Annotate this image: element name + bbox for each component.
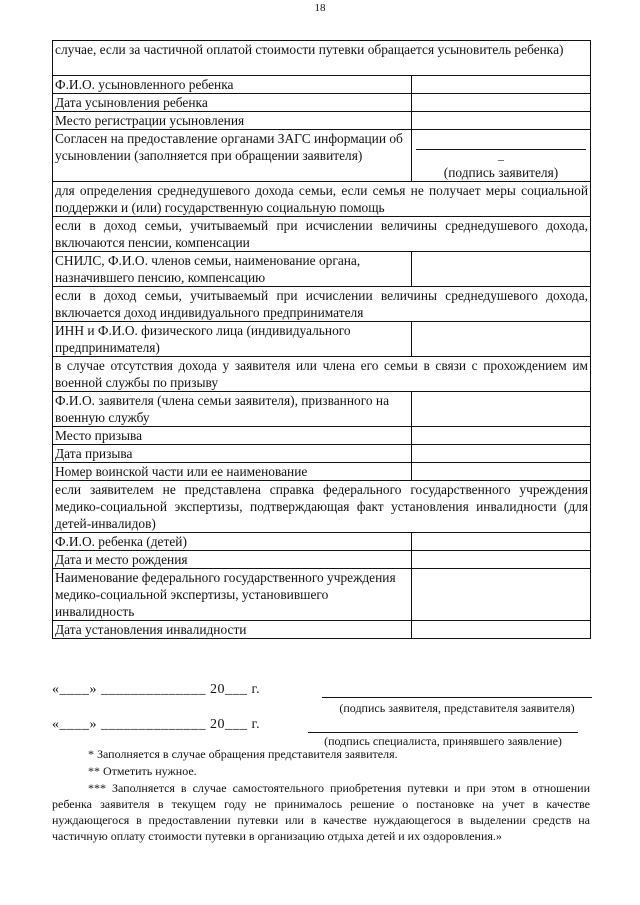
table-row <box>53 621 591 639</box>
signature-caption: (подпись заявителя) <box>443 165 559 180</box>
footnote-representative: * Заполняется в случае обращения представителя заявителя. <box>88 747 398 761</box>
field-label: Дата и место рождения <box>53 551 412 569</box>
table-row <box>53 112 591 130</box>
field-label: ИНН и Ф.И.О. физического лица (индивидуального предпринимателя) <box>53 322 412 357</box>
footnote-mark-needed: ** Отметить нужное. <box>88 764 197 778</box>
form-table <box>52 40 591 639</box>
specialist-signature-line[interactable] <box>308 732 578 733</box>
table-row <box>53 322 591 357</box>
table-row <box>53 392 591 427</box>
footnote-self-purchase: *** Заполняется в случае самостоятельного приобретения путевки и при этом в отношении ребенка заявителя в текущем году не принималось решение о постановке на учет в качестве нуждающегося в предоставлении путевки или в качестве нуждающегося в выделении средств на частичную оплату стоимости путевки в организацию отдыха детей и их оздоровления.» <box>52 781 590 843</box>
table-row <box>53 357 591 392</box>
table-row <box>53 533 591 551</box>
table-row <box>53 76 591 94</box>
field-label: Дата усыновления ребенка <box>53 94 412 112</box>
table-row <box>53 41 591 76</box>
page-number: 18 <box>314 2 326 14</box>
section-text: если в доход семьи, учитываемый при исчислении величины среднедушевого дохода, включаются пенсии, компенсации <box>53 217 591 252</box>
field-value-cell[interactable] <box>412 551 591 569</box>
field-label: Дата установления инвалидности <box>53 621 412 639</box>
field-label: Дата призыва <box>53 445 412 463</box>
field-label: СНИЛС, Ф.И.О. членов семьи, наименование органа, назначившего пенсию, компенсацию <box>53 252 412 287</box>
field-value-cell[interactable] <box>412 569 591 621</box>
signature-dash: – <box>498 152 504 166</box>
field-value-cell[interactable] <box>412 252 591 287</box>
table-row <box>53 463 591 481</box>
table-row <box>53 569 591 621</box>
field-label: Ф.И.О. заявителя (члена семьи заявителя), призванного на военную службу <box>53 392 412 427</box>
field-label: Наименование федерального государственного учреждения медико-социальной экспертизы, установившего инвалидность <box>53 569 412 621</box>
field-label: Ф.И.О. ребенка (детей) <box>53 533 412 551</box>
table-row <box>53 217 591 252</box>
field-value-cell[interactable] <box>412 463 591 481</box>
field-value-cell[interactable] <box>412 445 591 463</box>
table-row <box>53 182 591 217</box>
field-label: Ф.И.О. усыновленного ребенка <box>53 76 412 94</box>
table-row <box>53 481 591 533</box>
field-value-cell[interactable] <box>412 112 591 130</box>
table-row <box>53 445 591 463</box>
table-row <box>53 551 591 569</box>
field-value-cell[interactable] <box>412 94 591 112</box>
section-text: если заявителем не представлена справка федерального государственного учреждения медико-социальной экспертизы, подтверждающая факт установления инвалидности (для детей-инвалидов) <box>53 481 591 533</box>
field-label: Согласен на предоставление органами ЗАГС информации об усыновлении (заполняется при обращении заявителя) <box>53 130 412 182</box>
specialist-date-line[interactable]: «____» ______________ 20___ г. <box>52 717 261 732</box>
field-value-cell[interactable] <box>412 322 591 357</box>
field-value-cell[interactable] <box>412 533 591 551</box>
table-row <box>53 427 591 445</box>
table-row <box>53 287 591 322</box>
field-label: Номер воинской части или ее наименование <box>53 463 412 481</box>
field-value-cell[interactable] <box>412 76 591 94</box>
field-label: Место регистрации усыновления <box>53 112 412 130</box>
table-row <box>53 94 591 112</box>
section-text: для определения среднедушевого дохода семьи, если семья не получает меры социальной поддержки и (или) государственную социальную помощь <box>53 182 591 217</box>
table-row <box>53 130 591 182</box>
table-row <box>53 252 591 287</box>
field-value-cell[interactable] <box>412 621 591 639</box>
applicant-signature-line[interactable] <box>322 697 592 698</box>
field-value-cell[interactable] <box>412 392 591 427</box>
field-label: Место призыва <box>53 427 412 445</box>
field-value-cell[interactable] <box>412 427 591 445</box>
applicant-signature-caption: (подпись заявителя, представителя заявителя) <box>339 701 575 715</box>
section-text: в случае отсутствия дохода у заявителя или члена его семьи в связи с прохождением им военной службы по призыву <box>53 357 591 392</box>
applicant-date-line[interactable]: «____» ______________ 20___ г. <box>52 682 261 697</box>
section-text: если в доход семьи, учитываемый при исчислении величины среднедушевого дохода, включается доход индивидуального предпринимателя <box>53 287 591 322</box>
specialist-signature-caption: (подпись специалиста, принявшего заявление) <box>324 734 562 748</box>
signature-line <box>416 149 586 150</box>
section-text: случае, если за частичной оплатой стоимости путевки обращается усыновитель ребенка) <box>53 41 591 76</box>
signature-cell[interactable] <box>412 130 591 182</box>
